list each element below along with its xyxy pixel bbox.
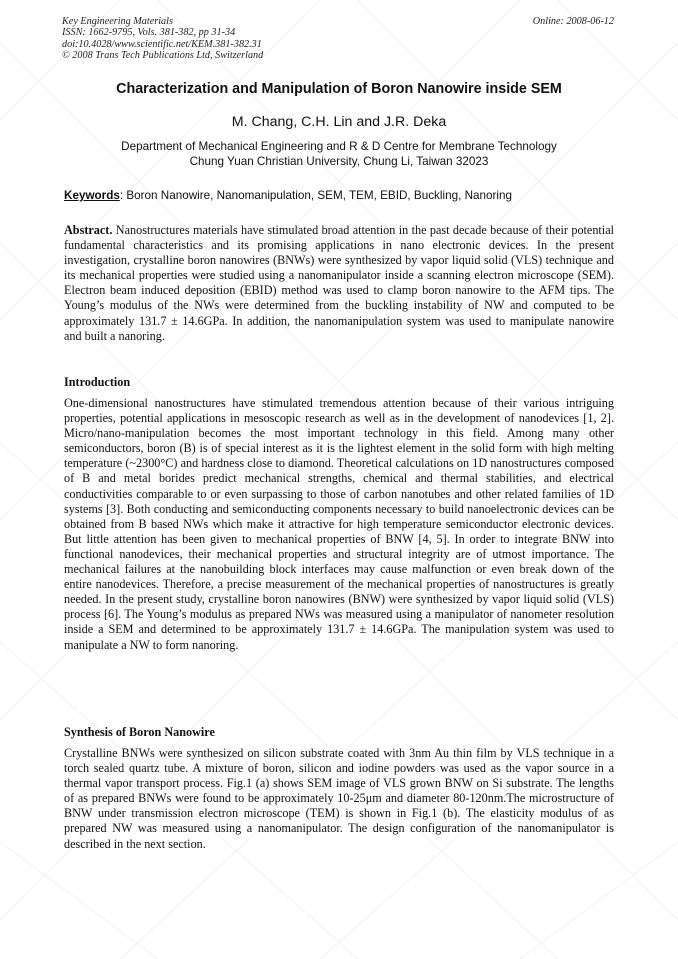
abstract-text: Nanostructures materials have stimulated broad attention in the past decade because of their potential fundamental characteristics and its promising applications in nano electronic devices. In the present investigation, crystalline boron nanowires (BNWs) were synthesized by vapor liquid solid (VLS) technique and its mechanical properties were studied using a nanomanipulator inside a scanning electron microscope (SEM). Electron beam induced deposition (EBID) method was used to clamp boron nanowire to the AFM tips. The Young’s modulus of the NWs were determined from the buckling instability of NW and computed to be approximately 131.7 ± 14.6GPa. In addition, the nanomanipulation system was used to manipulate nanowire and built a nanoring. bbox=[64, 223, 614, 343]
journal-header bbox=[62, 16, 263, 61]
online-date: Online: 2008-06-12 bbox=[532, 16, 614, 27]
journal-issn: ISSN: 1662-9795, Vols. 381-382, pp 31-34 bbox=[62, 27, 236, 39]
affiliation-line-2: Chung Yuan Christian University, Chung Li, Taiwan 32023 bbox=[189, 155, 489, 168]
paper-affiliation bbox=[40, 139, 638, 169]
section-heading-introduction: Introduction bbox=[64, 375, 131, 389]
paper-authors: M. Chang, C.H. Lin and J.R. Deka bbox=[231, 114, 447, 130]
abstract-paragraph bbox=[64, 223, 614, 344]
section-body-synthesis: Crystalline BNWs were synthesized on silicon substrate coated with 3nm Au thin film by VLS technique in a torch sealed quartz tube. A mixture of boron, silicon and iodine powders was used as the vapor source in a thermal vapor transport process. Fig.1 (a) shows SEM image of VLS grown BNW on Si substrate. The lengths of as prepared BNWs were found to be approximately 10-25μm and diameter 80-120nm.The microstructure of BNW under transmission electron microscope (TEM) is shown in Fig.1 (b). The elasticity modulus of as prepared NW was measured using a nanomanipulator. The design configuration of the nanomanipulator is described in the next section. bbox=[64, 746, 614, 851]
section-heading-synthesis: Synthesis of Boron Nanowire bbox=[64, 725, 215, 739]
journal-doi[interactable]: doi:10.4028/www.scientific.net/KEM.381-382.31 bbox=[62, 38, 262, 50]
keywords bbox=[64, 189, 624, 202]
journal-name: Key Engineering Materials bbox=[62, 16, 173, 27]
journal-copyright: © 2008 Trans Tech Publications Ltd, Switzerland bbox=[62, 49, 264, 61]
keywords-label: Keywords bbox=[64, 189, 120, 202]
section-body-introduction: One-dimensional nanostructures have stimulated tremendous attention because of their various intriguing properties, potential applications in mesoscopic research as well as in the development of nanodevices [1, 2]. Micro/nano-manipulation becomes the most important technology in this field. Among many other semiconductors, boron (B) is of special interest as it is the lightest element in the solid form with high melting temperature (~2300°C) and hardness close to diamond. Theoretical calculations on 1D nanostructures composed of B and metal borides predict mechanical strengths, chemical and thermal stabilities, and electrical conductivities comparable to or even surpassing to those of carbon nanotubes and other related families of 1D systems [3]. Both conducting and semiconducting components necessary to build nanoelectronic devices can be obtained from B based NWs which make it attractive for high temperature semiconductor electronic devices. But little attention has been given to mechanical properties of BNW [4, 5]. In order to integrate BNW into functional nanodevices, their mechanical properties and structural integrity are of utmost importance. The mechanical failures at the nanobuilding block interfaces may cause malfunction or even break down of the entire nanodevices. Therefore, a precise measurement of the mechanical properties of nanostructures is greatly needed. In the present study, crystalline boron nanowires (BNW) were synthesized by vapor liquid solid (VLS) process [6]. The Young’s modulus as prepared NWs was measured using a manipulator of nanometer resolution inside a SEM and determined to be approximately 131.7 ± 14.6GPa. The manipulation system was used to manipulate a NW to form nanoring. bbox=[64, 396, 614, 652]
paper-title: Characterization and Manipulation of Boron Nanowire inside SEM bbox=[116, 81, 562, 97]
affiliation-line-1: Department of Mechanical Engineering and R & D Centre for Membrane Technology bbox=[121, 140, 557, 153]
abstract-label: Abstract. bbox=[64, 223, 113, 237]
keywords-colon: : bbox=[119, 189, 127, 202]
keywords-list: Boron Nanowire, Nanomanipulation, SEM, TEM, EBID, Buckling, Nanoring bbox=[126, 189, 513, 202]
